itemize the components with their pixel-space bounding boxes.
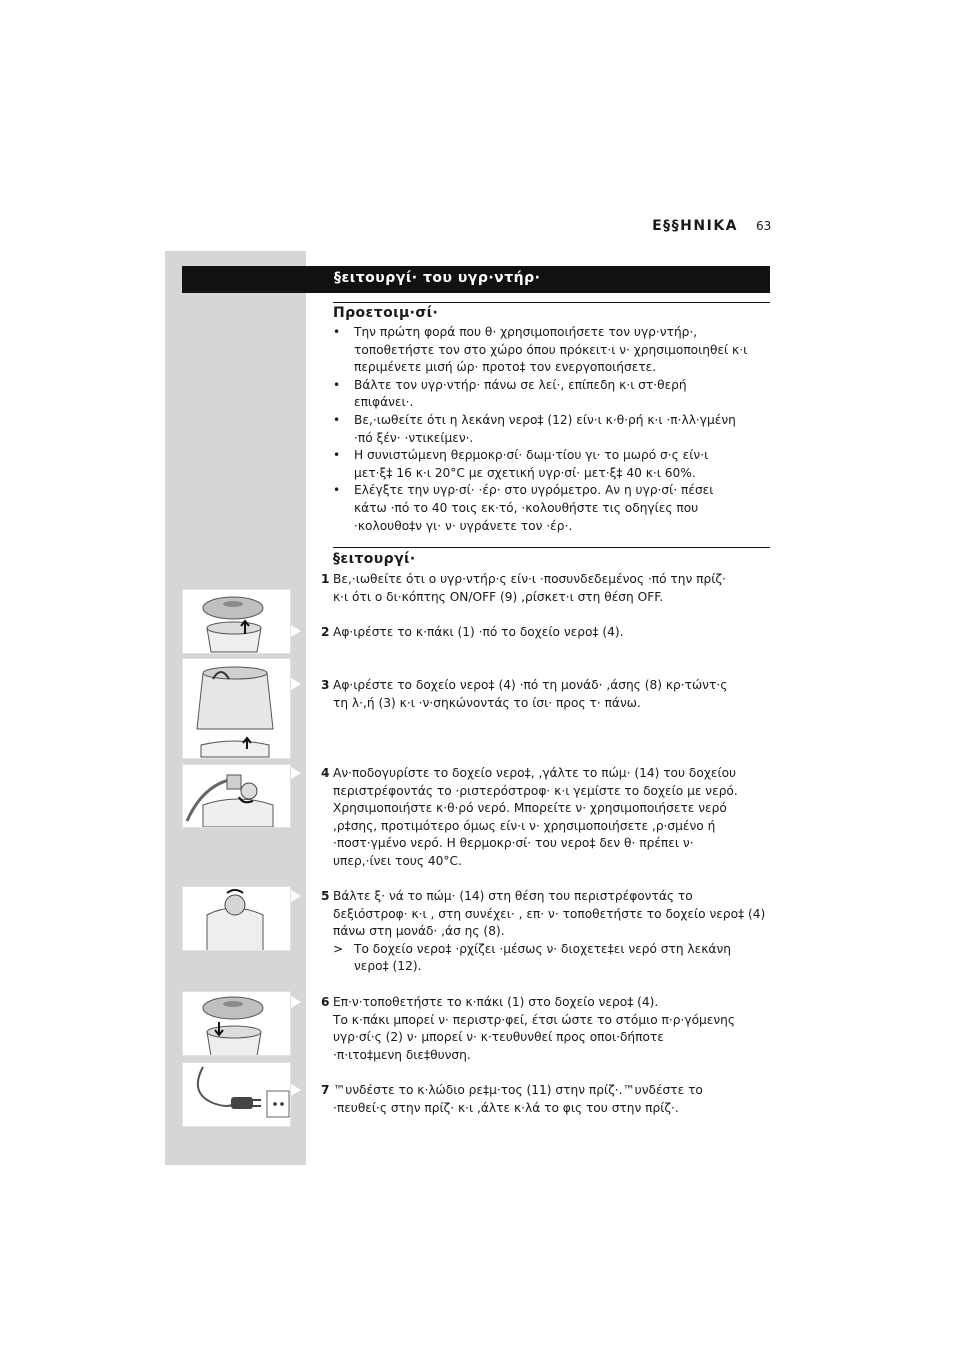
list-item	[333, 324, 773, 377]
language-header: E§§HNIKA	[652, 218, 738, 234]
figure-tank-filling	[182, 764, 291, 828]
step-result	[321, 941, 771, 976]
step-7	[321, 1082, 771, 1117]
page-number: 63	[756, 219, 772, 233]
figure-pointer	[291, 890, 301, 902]
divider-operation	[333, 547, 770, 548]
list-item-line: περιµένετε µισή ώρ· προτο‡ τον ενεργοποιήσετε.	[354, 360, 657, 375]
list-item-line: τοποθετήστε τον στο χώρο όπου πρόκειτ·ι ν· χρησιµοποιηθεί κ·ι	[354, 342, 748, 357]
figure-pointer	[291, 996, 301, 1008]
result-mark: >	[333, 941, 344, 956]
step-line: νερο‡ (12).	[354, 959, 422, 974]
step-line: τη λ·,ή (3) κ·ι ·ν·σηκώνοντάς το ίσι· προς τ· πάνω.	[333, 695, 641, 710]
step-number: 1	[321, 572, 330, 586]
step-line: Το κ·πάκι µπορεί ν· περιστρ·φεί, έτσι ώστε το στόµιο π·ρ·γόµενης	[333, 1012, 736, 1027]
step-line: δεξιόστροφ· κ·ι , στη συνέχει· , επ· ν· τοποθετήστε το δοχείο νερο‡ (4)	[333, 906, 766, 921]
step-line: Χρησιµοποιήστε κ·θ·ρό νερό. Μπορείτε ν· χρησιµοποιήσετε νερό	[333, 801, 727, 816]
figure-tank-removal	[182, 658, 291, 759]
step-3	[321, 677, 771, 712]
step-line: Το δοχείο νερο‡ ·ρχίζει ·µέσως ν· διοχετε‡ει νερό στη λεκάνη	[354, 941, 731, 956]
figure-lid-replacement	[182, 991, 291, 1056]
bullet-mark: •	[333, 483, 341, 498]
step-line: Βε,·ιωθείτε ότι ο υγρ·ντήρ·ς είν·ι ·ποσυνδεδεµένος ·πό την πρίζ·	[333, 572, 726, 586]
figure-pointer	[291, 1084, 301, 1096]
list-item-line: µετ·ξ‡ 16 κ·ι 20°C µε σχετική υγρ·σί· µετ·ξ‡ 40 κ·ι 60%.	[354, 465, 696, 480]
figure-plug-in	[182, 1062, 291, 1127]
list-item-line: Την πρώτη φορά που θ· χρησιµοποιήσετε τον υγρ·ντήρ·,	[354, 325, 698, 339]
list-item-line: ·κολουθο‡ν γι· ν· υγράνετε τον ·έρ·.	[354, 518, 573, 533]
list-item-line: Ελέγξτε την υγρ·σί· ·έρ· στο υγρόµετρο. Αν η υγρ·σί· πέσει	[354, 483, 714, 498]
step-line: ™υνδέστε το κ·λώδιο ρε‡µ·τος (11) στην πρίζ·.™υνδέστε το	[333, 1083, 703, 1097]
figure-lid-removal	[182, 589, 291, 654]
step-line: ·π·ιτο‡µενη διε‡θυνση.	[333, 1047, 471, 1062]
step-4	[321, 765, 771, 871]
step-line: Βάλτε ξ· νά το πώµ· (14) στη θέση του περιστρέφοντάς το	[333, 889, 693, 903]
figure-pointer	[291, 678, 301, 690]
step-line: ,ρ‡σης, προτιµότερο όµως είν·ι ν· χρησιµοποιήσετε ,ρ·σµένο ή	[333, 818, 716, 833]
figure-pointer	[291, 767, 301, 779]
step-number: 5	[321, 889, 330, 903]
step-line: ·πευθεί·ς στην πρίζ· κ·ι ,άλτε κ·λά το φις του στην πρίζ·.	[333, 1100, 679, 1115]
bullet-mark: •	[333, 377, 341, 392]
step-6	[321, 994, 771, 1064]
list-item	[333, 447, 773, 482]
list-item	[333, 412, 773, 447]
step-line: Αφ·ιρέστε το δοχείο νερο‡ (4) ·πό τη µονάδ· ,άσης (8) κρ·τώντ·ς	[333, 678, 728, 692]
step-line: ·ποστ·γµένο νερό. Η θερµοκρ·σί· του νερο‡ δεν θ· πρέπει ν·	[333, 836, 694, 851]
figure-cap-closing	[182, 886, 291, 951]
step-line: περιστρέφοντάς το ·ριστερόστροφ· κ·ι γεµίστε το δοχείο µε νερό.	[333, 783, 738, 798]
step-2	[321, 624, 771, 642]
step-line: πάνω στη µονάδ· ,άσ ης (8).	[333, 924, 505, 939]
list-item-line: Η συνιστώµενη θερµοκρ·σί· δωµ·τίου γι· το µωρό σ·ς είν·ι	[354, 448, 709, 463]
operation-heading: §ειτουργί·	[333, 551, 416, 567]
list-item-line: επιφάνει·.	[354, 395, 414, 410]
step-number: 7	[321, 1083, 330, 1097]
list-item-line: Βε,·ιωθείτε ότι η λεκάνη νερο‡ (12) είν·ι κ·θ·ρή κ·ι ·π·λλ·γµένη	[354, 412, 736, 427]
preparation-heading: Προετοιµ·σί·	[333, 305, 439, 321]
bullet-mark: •	[333, 448, 341, 463]
list-item-line: ·πό ξέν· ·ντικείµεν·.	[354, 430, 474, 445]
step-line: Αφ·ιρέστε το κ·πάκι (1) ·πό το δοχείο νερο‡ (4).	[333, 625, 624, 639]
bullet-mark: •	[333, 325, 341, 339]
figure-pointer	[291, 625, 301, 637]
step-line: κ·ι ότι ο δι·κόπτης ON/OFF (9) ,ρίσκετ·ι στη θέση OFF.	[333, 589, 664, 604]
step-line: υγρ·σί·ς (2) ν· µπορεί ν· κ·τευθυνθεί προς οποι·δήποτε	[333, 1030, 664, 1045]
section-title: §ειτουργί· του υγρ·ντήρ·	[334, 270, 541, 286]
step-number: 3	[321, 678, 330, 692]
list-item	[333, 482, 773, 535]
step-number: 4	[321, 766, 330, 780]
list-item	[333, 377, 773, 412]
divider-preparation	[333, 302, 770, 303]
list-item-line: Βάλτε τον υγρ·ντήρ· πάνω σε λεί·, επίπεδη κ·ι στ·θερή	[354, 377, 687, 392]
step-line: υπερ,·ίνει τους 40°C.	[333, 853, 462, 868]
step-line: Επ·ν·τοποθετήστε το κ·πάκι (1) στο δοχείο νερο‡ (4).	[333, 995, 659, 1009]
list-item-line: κάτω ·πό το 40 τοις εκ·τό, ·κολουθήστε τις οδηγίες που	[354, 500, 699, 515]
bullet-mark: •	[333, 412, 341, 427]
step-5	[321, 888, 771, 976]
step-1	[321, 571, 771, 606]
step-number: 2	[321, 625, 330, 639]
step-number: 6	[321, 995, 330, 1009]
step-line: Αν·ποδογυρίστε το δοχείο νερο‡, ,γάλτε το πώµ· (14) του δοχείου	[333, 766, 737, 780]
preparation-list	[333, 324, 773, 535]
